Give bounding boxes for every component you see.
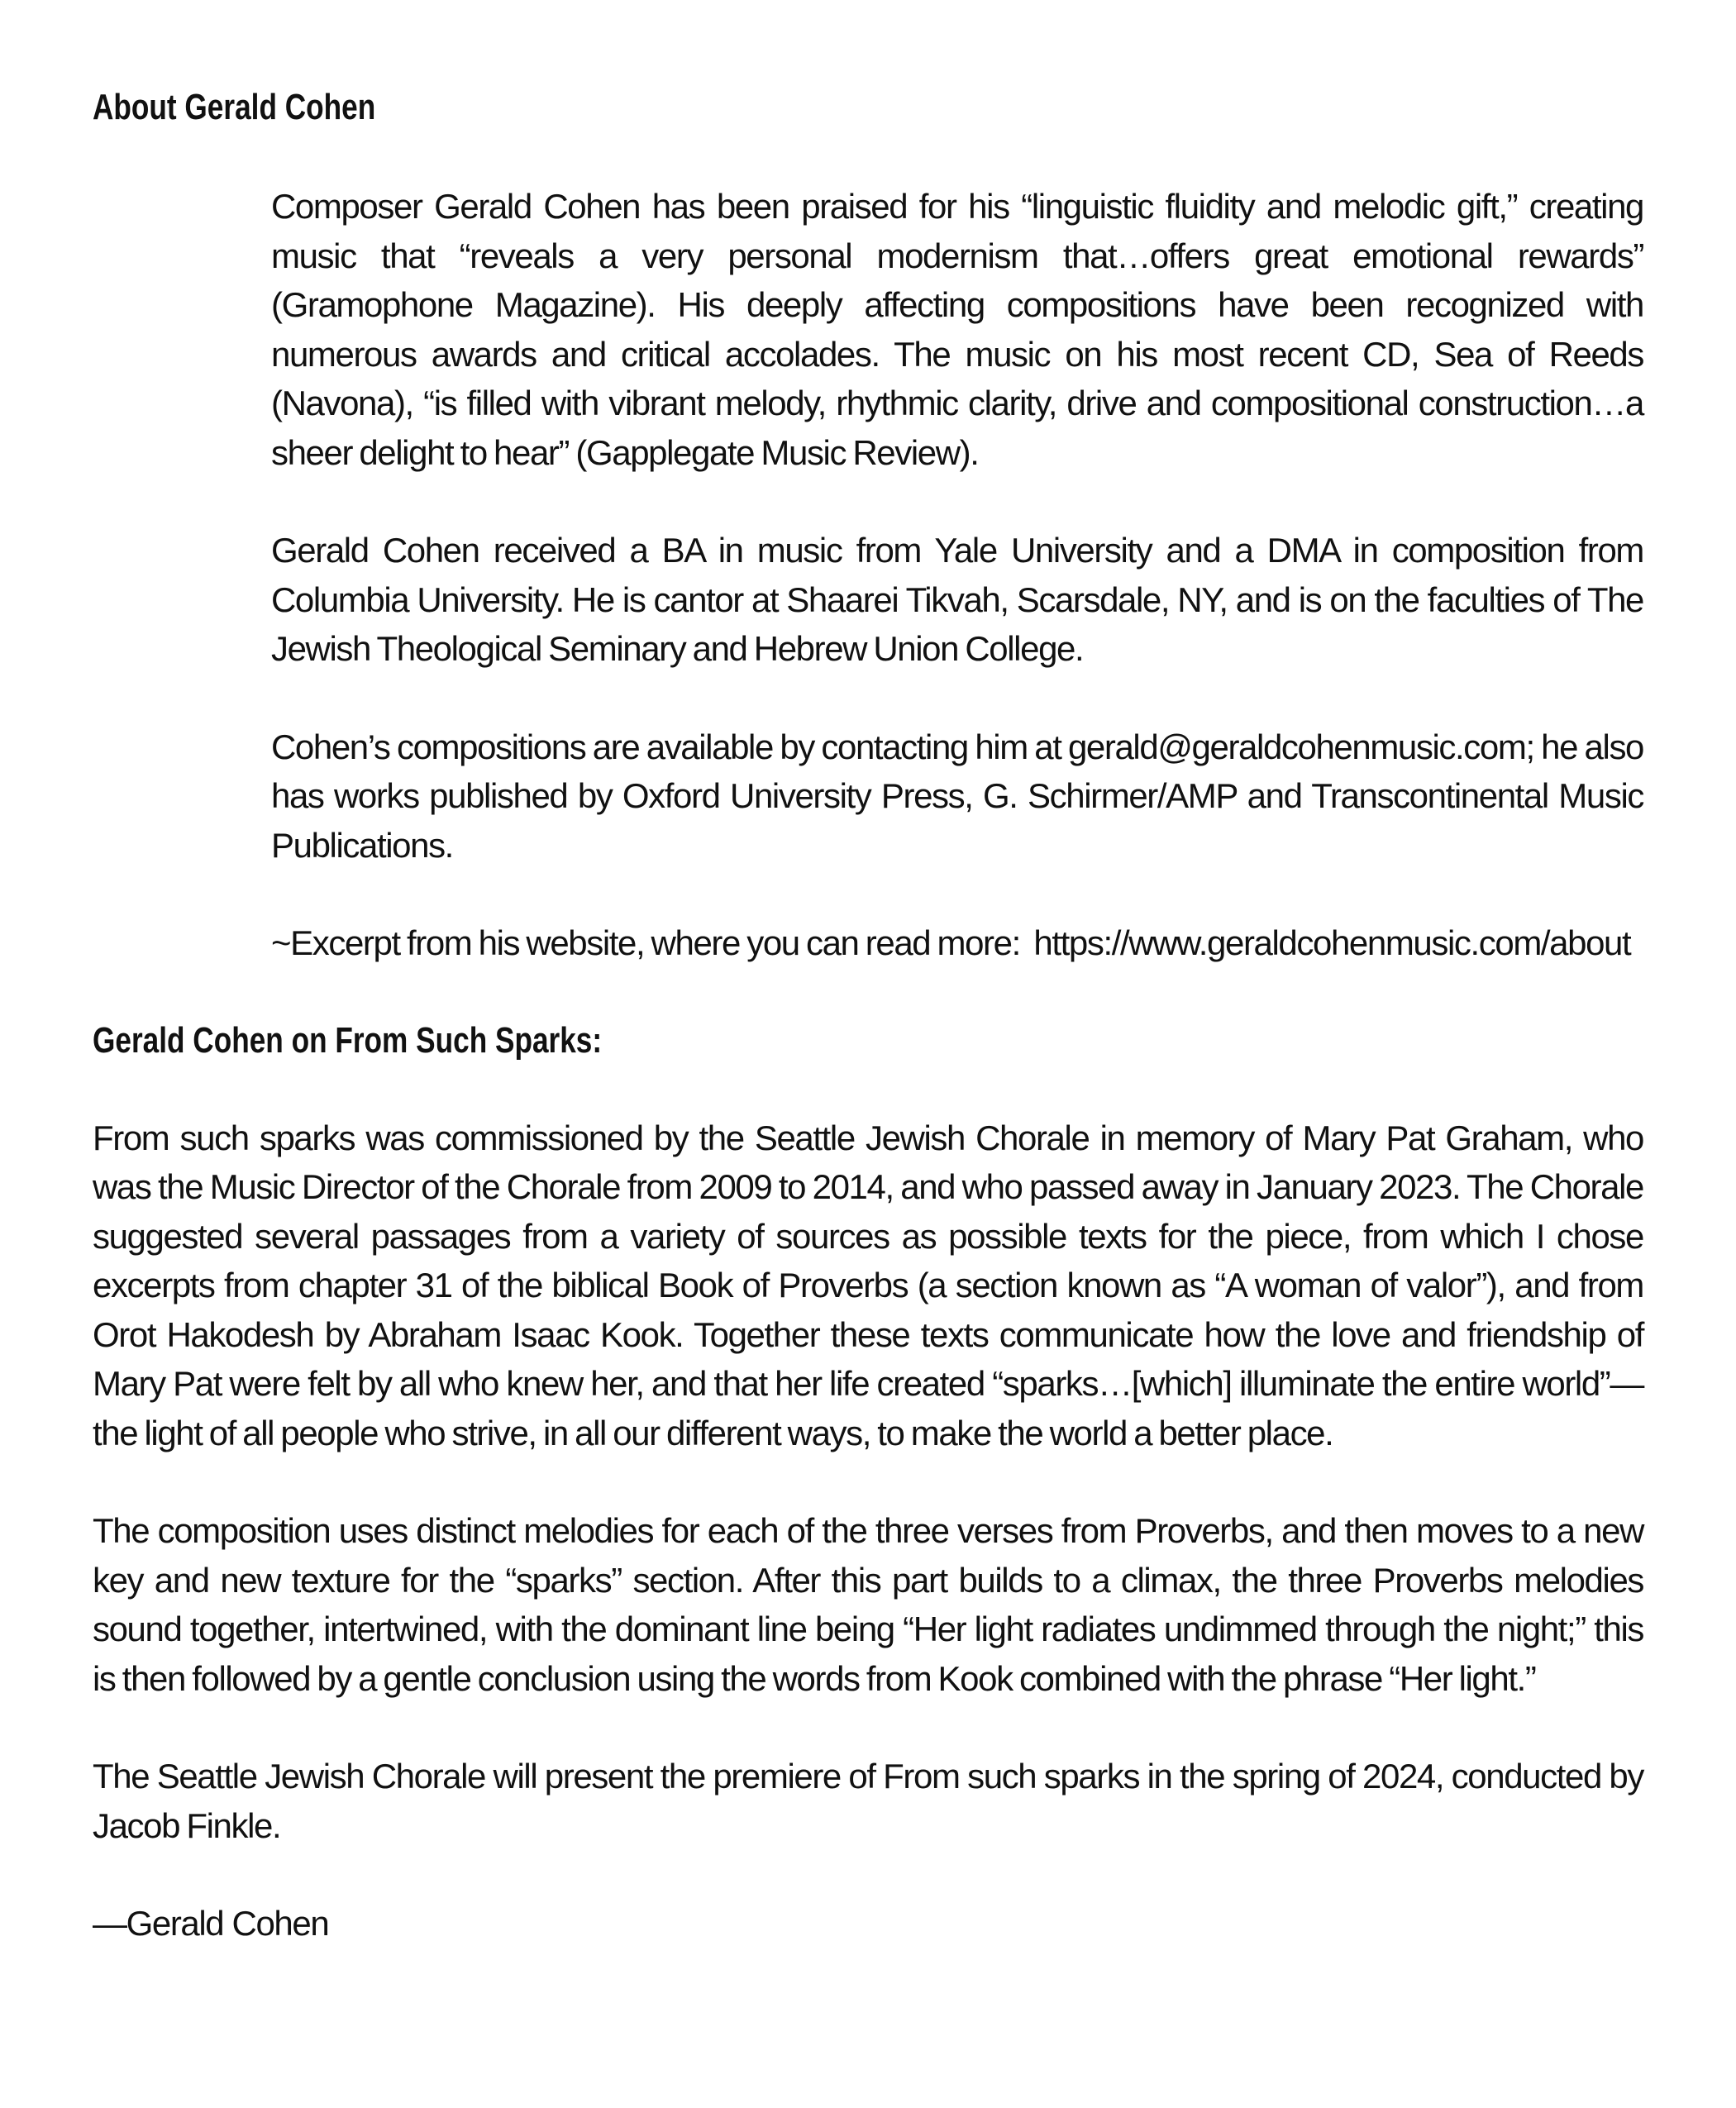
signature: —Gerald Cohen (93, 1904, 329, 1943)
sparks-paragraph-premiere: The Seattle Jewish Chorale will present the premiere of From such sparks in the spring of 2024, conducted by Jacob Finkle. (93, 1757, 1643, 1845)
excerpt-text: ~Excerpt from his website, where you can read more: (271, 923, 1034, 962)
sparks-paragraph-composition: The composition uses distinct melodies for each of the three verses from Proverbs, and then moves to a new key and new texture for the “sparks” section. After this part builds to a climax, the three Proverbs melodies sound together, intertwined, with the dominant line being “Her light radiates undimmed through the night;” this is then followed by a gentle conclusion using the words from Kook combined with the phrase “Her light.” (93, 1511, 1643, 1698)
about-section (271, 182, 1643, 968)
bio-paragraph-contact (271, 723, 1643, 870)
website-url[interactable]: https://www.geraldcohenmusic.com/about (1033, 923, 1631, 962)
contact-text-after: ; he also has works published by Oxford University Press, G. Schirmer/AMP and Transcontinental Music Publications. (271, 727, 1643, 865)
sparks-paragraph-commission: From such sparks was commissioned by the Seattle Jewish Chorale in memory of Mary Pat Graham, who was the Music Director of the Chorale from 2009 to 2014, and who passed away in January 2023. The Chorale suggested several passages from a variety of sources as possible texts for the piece, from which I chose excerpts from chapter 31 of the biblical Book of Proverbs (a section known as “A woman of valor”), and from Orot Hakodesh by Abraham Isaac Kook. Together these texts communicate how the love and friendship of Mary Pat were felt by all who knew her, and that her life created “sparks…[which] illuminate the entire world”—the light of all people who strive, in all our different ways, to make the world a better place. (93, 1118, 1643, 1452)
bio-paragraph-education: Gerald Cohen received a BA in music from Yale University and a DMA in composition from Columbia University. He is cantor at Shaarei Tikvah, Scarsdale, NY, and is on the faculties of The Jewish Theological Seminary and Hebrew Union College. (271, 531, 1643, 668)
excerpt-note (271, 918, 1643, 968)
contact-text-before: Cohen’s compositions are available by contacting him at (271, 727, 1068, 766)
about-heading: About Gerald Cohen (93, 87, 376, 127)
bio-paragraph-praise: Composer Gerald Cohen has been praised for his “linguistic fluidity and melodic gift,” creating music that “reveals a very personal modernism that…offers great emotional rewards” (Gramophone Magazine). His deeply affecting compositions have been recognized with numerous awards and critical accolades. The music on his most recent CD, Sea of Reeds (Navona), “is filled with vibrant melody, rhythmic clarity, drive and compositional construction…a sheer delight to hear” (Gapplegate Music Review). (271, 187, 1643, 472)
sparks-section (93, 1114, 1643, 1948)
contact-email[interactable]: gerald@geraldcohenmusic.com (1067, 727, 1526, 766)
document-page (93, 83, 1643, 1948)
sparks-heading: Gerald Cohen on From Such Sparks: (93, 1019, 603, 1061)
